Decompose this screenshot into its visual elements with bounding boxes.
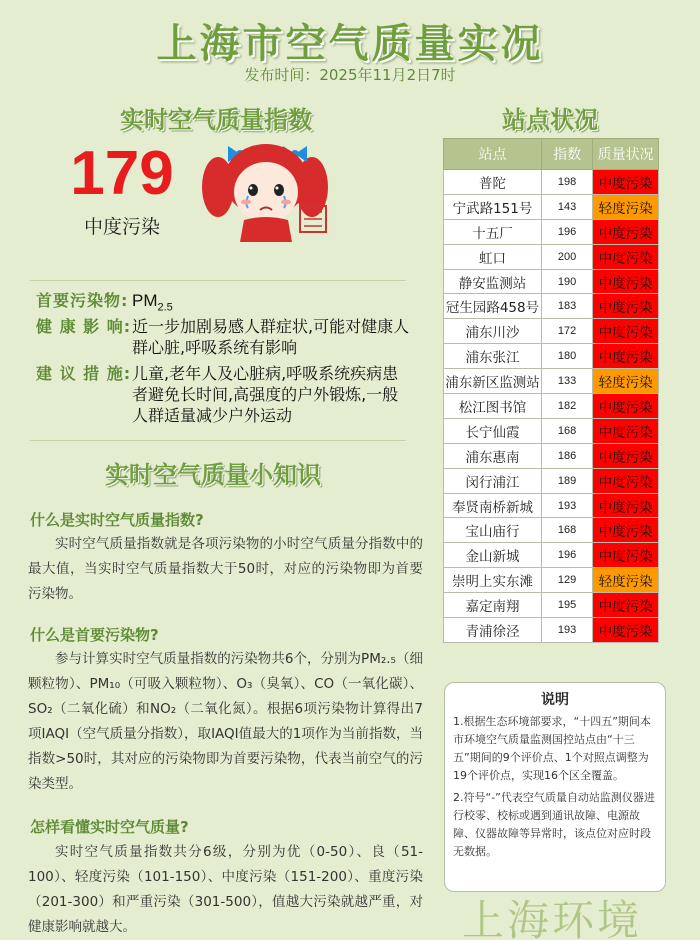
station-index: 180: [541, 344, 592, 369]
station-status: 轻度污染: [593, 568, 659, 593]
station-index: 172: [541, 319, 592, 344]
table-row: [444, 468, 659, 493]
station-index: 143: [541, 194, 592, 219]
table-row: [444, 319, 659, 344]
table-row: [444, 593, 659, 618]
station-name: 虹口: [444, 244, 542, 269]
publish-time: 发布时间：2025年11月2日7时: [244, 66, 456, 84]
health-impact-row: [36, 316, 416, 360]
note-2: 2.符号“-”代表空气质量自动站监测仪器进行校零、校标或遇到通讯故障、电源故障、仪器故障等异常时，该点位对应时段无数据。: [453, 791, 655, 858]
notes-box: [444, 682, 666, 892]
advice-value: 儿童,老年人及心脏病,呼吸系统疾病患者避免长时间,高强度的户外锻炼,一般人群适量减少户外运动: [132, 364, 399, 425]
station-index: 168: [541, 518, 592, 543]
station-name: 宝山庙行: [444, 518, 542, 543]
station-name: 奉贤南桥新城: [444, 493, 542, 518]
station-status: 轻度污染: [593, 194, 659, 219]
stations-table: [443, 138, 659, 643]
station-name: 青浦徐泾: [444, 618, 542, 643]
column-header-index: 指数: [541, 139, 592, 170]
table-header-row: [444, 139, 659, 170]
table-row: [444, 369, 659, 394]
station-status: 中度污染: [593, 443, 659, 468]
advice-row: [36, 363, 416, 429]
divider: [30, 280, 406, 281]
page-title: 上海市空气质量实况: [156, 21, 544, 67]
station-status: 中度污染: [593, 418, 659, 443]
answer-2: 参与计算实时空气质量指数的污染物共6个，分别为PM₂.₅（细颗粒物）、PM₁₀（可吸入颗粒物）、O₃（臭氧）、CO（一氧化碳）、SO₂（二氧化硫）和NO₂（二氧化氮）。根据6项污染物计算得出7项IAQI（空气质量分指数），取IAQI值最大的1项作为当前指数，当指数>50时，其对应的污染物即为首要污染物，代表当前空气的污染类型。: [28, 651, 423, 792]
table-row: [444, 394, 659, 419]
divider: [30, 440, 406, 441]
station-status: 中度污染: [593, 394, 659, 419]
station-index: 133: [541, 369, 592, 394]
station-index: 193: [541, 493, 592, 518]
table-row: [444, 493, 659, 518]
crying-girl-mascot-icon: [200, 132, 335, 242]
question-2: 什么是首要污染物?: [30, 626, 159, 644]
station-status: 中度污染: [593, 269, 659, 294]
station-status: 中度污染: [593, 244, 659, 269]
station-name: 普陀: [444, 170, 542, 195]
station-name: 长宁仙霞: [444, 418, 542, 443]
station-name: 金山新城: [444, 543, 542, 568]
question-3: 怎样看懂实时空气质量?: [30, 818, 189, 836]
station-status: 中度污染: [593, 170, 659, 195]
station-name: 浦东惠南: [444, 443, 542, 468]
question-1: 什么是实时空气质量指数?: [30, 511, 204, 529]
station-name: 静安监测站: [444, 269, 542, 294]
station-index: 190: [541, 269, 592, 294]
table-row: [444, 344, 659, 369]
station-status: 中度污染: [593, 468, 659, 493]
note-1: 1.根据生态环境部要求，“十四五”期间本市环境空气质量监测国控站点由“十三五”期间的9个评价点、1个对照点调整为19个评价点，实现16个区全覆盖。: [453, 715, 651, 782]
table-row: [444, 618, 659, 643]
station-name: 崇明上实东滩: [444, 568, 542, 593]
table-row: [444, 244, 659, 269]
station-index: 200: [541, 244, 592, 269]
station-status: 中度污染: [593, 493, 659, 518]
aqi-level: 中度污染: [83, 216, 160, 238]
primary-pollutant-value: $PM_{2.5}$: [132, 291, 173, 314]
table-row: [444, 443, 659, 468]
stations-section-title: 站点状况: [502, 106, 598, 134]
column-header-status: 质量状况: [593, 139, 659, 170]
table-row: [444, 194, 659, 219]
station-status: 中度污染: [593, 593, 659, 618]
station-name: 冠生园路458号: [444, 294, 542, 319]
station-index: 193: [541, 618, 592, 643]
station-name: 浦东新区监测站: [444, 369, 542, 394]
station-name: 闵行浦江: [444, 468, 542, 493]
health-impact-value: 近一步加剧易感人群症状,可能对健康人群心脏,呼吸系统有影响: [132, 317, 410, 357]
station-status: 中度污染: [593, 319, 659, 344]
station-status: 中度污染: [593, 618, 659, 643]
station-index: 129: [541, 568, 592, 593]
station-index: 195: [541, 593, 592, 618]
table-row: [444, 518, 659, 543]
table-row: [444, 170, 659, 195]
station-status: 中度污染: [593, 294, 659, 319]
knowledge-section-title: 实时空气质量小知识: [105, 461, 321, 489]
station-name: 宁武路151号: [444, 194, 542, 219]
station-index: 196: [541, 219, 592, 244]
station-index: 182: [541, 394, 592, 419]
table-row: [444, 543, 659, 568]
table-row: [444, 418, 659, 443]
notes-title: 说明: [541, 692, 569, 708]
answer-1: 实时空气质量指数就是各项污染物的小时空气质量分指数中的最大值，当实时空气质量指数大于50时，对应的污染物即为首要污染物。: [28, 536, 423, 602]
station-index: 196: [541, 543, 592, 568]
station-name: 浦东川沙: [444, 319, 542, 344]
primary-pollutant-label: 首要污染物:: [36, 291, 129, 310]
table-row: [444, 294, 659, 319]
station-name: 浦东张江: [444, 344, 542, 369]
table-row: [444, 269, 659, 294]
station-status: 中度污染: [593, 344, 659, 369]
station-index: 198: [541, 170, 592, 195]
station-status: 中度污染: [593, 219, 659, 244]
station-index: 168: [541, 418, 592, 443]
table-row: [444, 219, 659, 244]
station-index: 183: [541, 294, 592, 319]
aqi-section-title: 实时空气质量指数: [120, 106, 312, 134]
station-name: 松江图书馆: [444, 394, 542, 419]
watermark-logo: 上海环境: [462, 896, 643, 940]
primary-pollutant-row: [36, 290, 416, 312]
table-row: [444, 568, 659, 593]
station-status: 中度污染: [593, 543, 659, 568]
station-name: 嘉定南翔: [444, 593, 542, 618]
station-name: 十五厂: [444, 219, 542, 244]
station-index: 186: [541, 443, 592, 468]
station-index: 189: [541, 468, 592, 493]
health-impact-label: 健 康 影 响:: [36, 317, 132, 336]
column-header-station: 站点: [444, 139, 542, 170]
advice-label: 建 议 措 施:: [36, 364, 132, 383]
answer-3: 实时空气质量指数共分6级，分别为优（0-50）、良（51-100）、轻度污染（101-150）、中度污染（151-200）、重度污染（201-300）和严重污染（301-500），值越大污染就越严重，对健康影响就越大。: [28, 844, 423, 935]
aqi-value: 179: [70, 139, 174, 208]
station-status: 中度污染: [593, 518, 659, 543]
station-status: 轻度污染: [593, 369, 659, 394]
